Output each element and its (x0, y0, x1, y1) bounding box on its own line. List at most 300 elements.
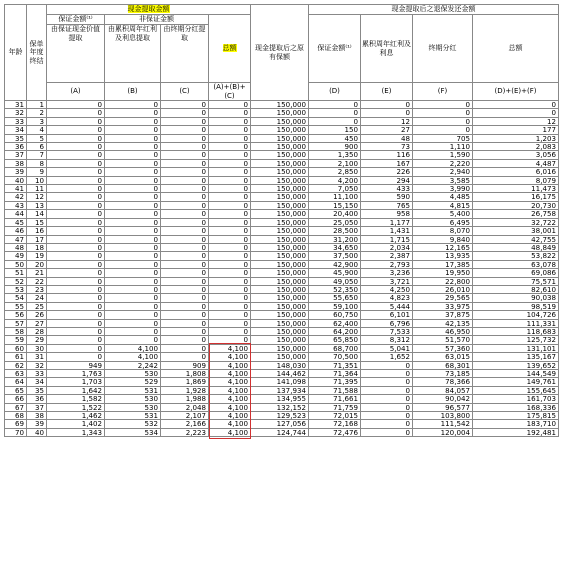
cell-col-e: 6,101 (361, 311, 413, 319)
cell-col-b: 0 (105, 126, 161, 134)
cell-age: 49 (5, 252, 27, 260)
cell-total2: 48,849 (473, 243, 559, 251)
cell-total2: 20,730 (473, 201, 559, 209)
illustration-table (4, 4, 559, 437)
cell-year: 19 (27, 252, 47, 260)
cell-col-f: 1,590 (413, 151, 473, 159)
cell-col-d: 20,400 (309, 210, 361, 218)
cell-after-sa: 150,000 (251, 294, 309, 302)
cell-age: 55 (5, 302, 27, 310)
cell-year: 1 (27, 101, 47, 109)
cell-col-f: 3,585 (413, 176, 473, 184)
cell-col-e: 73 (361, 143, 413, 151)
cell-col-a: 0 (47, 109, 105, 117)
cell-col-f: 0 (413, 109, 473, 117)
cell-col-d: 450 (309, 134, 361, 142)
cell-col-a: 0 (47, 302, 105, 310)
cell-col-a: 0 (47, 101, 105, 109)
cell-col-b: 0 (105, 311, 161, 319)
cell-col-c: 0 (161, 311, 209, 319)
cell-col-f: 19,950 (413, 269, 473, 277)
cell-col-d: 71,588 (309, 386, 361, 394)
cell-col-f: 51,570 (413, 336, 473, 344)
header-col-f: 终期分红 (413, 15, 473, 83)
cell-age: 63 (5, 370, 27, 378)
table-row (5, 302, 559, 310)
tag-c: (C) (161, 83, 209, 101)
cell-col-e: 48 (361, 134, 413, 142)
tag-d: (D) (309, 83, 361, 101)
cell-col-f: 3,990 (413, 185, 473, 193)
table-row (5, 420, 559, 428)
total-label: 总额 (222, 44, 237, 53)
cell-col-b: 0 (105, 151, 161, 159)
table-row (5, 126, 559, 134)
cell-age: 34 (5, 126, 27, 134)
cell-total: 0 (209, 235, 251, 243)
cell-col-c: 0 (161, 218, 209, 226)
cell-total2: 98,519 (473, 302, 559, 310)
cell-col-d: 71,759 (309, 403, 361, 411)
cell-col-c: 0 (161, 126, 209, 134)
table-row (5, 386, 559, 394)
cell-age: 35 (5, 134, 27, 142)
header-after-group: 现金提取后之退保发还金额 (309, 5, 559, 15)
cell-age: 65 (5, 386, 27, 394)
cell-col-c: 0 (161, 101, 209, 109)
cell-total2: 42,755 (473, 235, 559, 243)
cell-col-b: 0 (105, 260, 161, 268)
cell-col-e: 294 (361, 176, 413, 184)
cell-col-d: 1,350 (309, 151, 361, 159)
cell-col-a: 0 (47, 260, 105, 268)
table-row (5, 327, 559, 335)
cell-age: 56 (5, 311, 27, 319)
cell-col-c: 0 (161, 327, 209, 335)
cell-total2: 111,331 (473, 319, 559, 327)
cell-total: 0 (209, 227, 251, 235)
cell-col-d: 71,661 (309, 395, 361, 403)
table-row (5, 370, 559, 378)
cell-col-f: 78,366 (413, 378, 473, 386)
table-row (5, 218, 559, 226)
cell-col-e: 0 (361, 395, 413, 403)
cell-year: 4 (27, 126, 47, 134)
cell-col-f: 8,070 (413, 227, 473, 235)
cell-after-sa: 150,000 (251, 327, 309, 335)
cell-col-c: 2,223 (161, 428, 209, 436)
cell-age: 62 (5, 361, 27, 369)
cell-col-c: 2,166 (161, 420, 209, 428)
cell-age: 58 (5, 327, 27, 335)
cell-year: 28 (27, 327, 47, 335)
cell-col-a: 1,402 (47, 420, 105, 428)
cell-age: 64 (5, 378, 27, 386)
cell-year: 33 (27, 370, 47, 378)
table-row (5, 260, 559, 268)
cell-year: 17 (27, 235, 47, 243)
cell-year: 24 (27, 294, 47, 302)
cell-col-c: 2,048 (161, 403, 209, 411)
table-body (5, 101, 559, 437)
cell-col-d: 71,395 (309, 378, 361, 386)
cell-col-f: 22,800 (413, 277, 473, 285)
cell-col-f: 120,004 (413, 428, 473, 436)
cell-col-b: 0 (105, 109, 161, 117)
table-row (5, 353, 559, 361)
cell-col-e: 27 (361, 126, 413, 134)
cell-col-c: 0 (161, 302, 209, 310)
cell-age: 50 (5, 260, 27, 268)
cell-col-e: 1,652 (361, 353, 413, 361)
cell-col-d: 34,650 (309, 243, 361, 251)
cell-age: 41 (5, 185, 27, 193)
cell-col-a: 0 (47, 336, 105, 344)
cell-after-sa: 150,000 (251, 101, 309, 109)
cell-year: 12 (27, 193, 47, 201)
cell-col-f: 4,815 (413, 201, 473, 209)
cell-total: 4,100 (209, 353, 251, 361)
header-col-b: 由累积周年红利及利息提取 (105, 25, 161, 83)
cell-col-b: 530 (105, 403, 161, 411)
cell-total: 4,100 (209, 386, 251, 394)
cell-col-e: 7,533 (361, 327, 413, 335)
cell-total2: 139,652 (473, 361, 559, 369)
cell-col-b: 0 (105, 277, 161, 285)
cell-total: 0 (209, 126, 251, 134)
cell-col-a: 0 (47, 285, 105, 293)
cell-total: 4,100 (209, 403, 251, 411)
cell-total: 0 (209, 151, 251, 159)
cell-year: 36 (27, 395, 47, 403)
cell-year: 30 (27, 344, 47, 352)
cell-year: 32 (27, 361, 47, 369)
cell-total2: 4,487 (473, 159, 559, 167)
header-age: 年龄 (5, 5, 27, 101)
cell-total2: 3,056 (473, 151, 559, 159)
cell-col-e: 2,793 (361, 260, 413, 268)
cell-col-c: 0 (161, 294, 209, 302)
cell-age: 44 (5, 210, 27, 218)
tag-f: (F) (413, 83, 473, 101)
cell-total2: 155,645 (473, 386, 559, 394)
cell-col-e: 765 (361, 201, 413, 209)
cell-year: 29 (27, 336, 47, 344)
cell-col-f: 4,485 (413, 193, 473, 201)
table-row (5, 403, 559, 411)
table-row (5, 269, 559, 277)
cell-col-d: 64,200 (309, 327, 361, 335)
header-guaranteed: 保证金额⁽¹⁾ (47, 15, 105, 25)
cell-col-a: 1,763 (47, 370, 105, 378)
table-row (5, 210, 559, 218)
table-header (5, 5, 559, 101)
cell-col-b: 0 (105, 143, 161, 151)
cell-col-b: 0 (105, 294, 161, 302)
cell-col-a: 1,642 (47, 386, 105, 394)
cell-total2: 26,758 (473, 210, 559, 218)
cell-total2: 0 (473, 109, 559, 117)
cell-col-e: 0 (361, 378, 413, 386)
cell-col-f: 29,565 (413, 294, 473, 302)
cell-year: 25 (27, 302, 47, 310)
cell-col-e: 0 (361, 101, 413, 109)
cell-col-b: 532 (105, 420, 161, 428)
header-non-guaranteed: 非保证金额 (105, 15, 209, 25)
cell-after-sa: 150,000 (251, 285, 309, 293)
cell-total: 4,100 (209, 420, 251, 428)
cell-col-d: 0 (309, 117, 361, 125)
cell-col-f: 12,165 (413, 243, 473, 251)
cell-col-f: 2,940 (413, 168, 473, 176)
cell-age: 46 (5, 227, 27, 235)
cell-total: 0 (209, 252, 251, 260)
cell-col-a: 0 (47, 126, 105, 134)
cell-after-sa: 150,000 (251, 336, 309, 344)
table-row (5, 361, 559, 369)
cell-col-e: 3,721 (361, 277, 413, 285)
cell-total2: 118,683 (473, 327, 559, 335)
cell-total: 4,100 (209, 378, 251, 386)
cell-age: 69 (5, 420, 27, 428)
cell-after-sa: 150,000 (251, 109, 309, 117)
cell-col-d: 70,500 (309, 353, 361, 361)
cell-col-d: 28,500 (309, 227, 361, 235)
cell-after-sa: 150,000 (251, 311, 309, 319)
cell-col-b: 0 (105, 227, 161, 235)
cell-col-f: 73,185 (413, 370, 473, 378)
cell-total2: 0 (473, 101, 559, 109)
cell-col-c: 0 (161, 319, 209, 327)
table-row (5, 319, 559, 327)
cell-col-c: 1,988 (161, 395, 209, 403)
cell-col-a: 0 (47, 353, 105, 361)
cell-col-a: 0 (47, 235, 105, 243)
cell-col-d: 2,100 (309, 159, 361, 167)
cell-total: 0 (209, 294, 251, 302)
cell-after-sa: 150,000 (251, 117, 309, 125)
cell-after-sa: 150,000 (251, 134, 309, 142)
cell-after-sa: 150,000 (251, 353, 309, 361)
cell-col-e: 1,715 (361, 235, 413, 243)
cell-year: 14 (27, 210, 47, 218)
cell-col-c: 0 (161, 151, 209, 159)
cell-col-f: 57,360 (413, 344, 473, 352)
cell-col-c: 0 (161, 201, 209, 209)
table-row (5, 243, 559, 251)
cell-age: 40 (5, 176, 27, 184)
cell-col-e: 12 (361, 117, 413, 125)
cell-age: 61 (5, 353, 27, 361)
cell-col-d: 150 (309, 126, 361, 134)
cell-col-e: 8,312 (361, 336, 413, 344)
cell-col-d: 72,476 (309, 428, 361, 436)
cell-year: 34 (27, 378, 47, 386)
cell-col-c: 0 (161, 168, 209, 176)
cell-after-sa: 127,056 (251, 420, 309, 428)
cell-col-e: 0 (361, 412, 413, 420)
table-row (5, 117, 559, 125)
cell-age: 38 (5, 159, 27, 167)
cell-after-sa: 132,152 (251, 403, 309, 411)
cell-total: 0 (209, 176, 251, 184)
cell-col-a: 0 (47, 201, 105, 209)
cell-total: 4,100 (209, 395, 251, 403)
cell-col-a: 0 (47, 227, 105, 235)
cell-col-d: 37,500 (309, 252, 361, 260)
cell-after-sa: 150,000 (251, 252, 309, 260)
table-row (5, 311, 559, 319)
cell-total2: 90,038 (473, 294, 559, 302)
cell-year: 16 (27, 227, 47, 235)
cell-col-f: 2,220 (413, 159, 473, 167)
cell-col-a: 0 (47, 269, 105, 277)
cell-col-d: 72,168 (309, 420, 361, 428)
cell-total2: 38,001 (473, 227, 559, 235)
cell-after-sa: 124,744 (251, 428, 309, 436)
cell-col-f: 84,057 (413, 386, 473, 394)
table-row (5, 344, 559, 352)
cell-after-sa: 150,000 (251, 201, 309, 209)
cell-col-c: 1,928 (161, 386, 209, 394)
cell-after-sa: 150,000 (251, 176, 309, 184)
cell-col-a: 0 (47, 344, 105, 352)
cell-year: 10 (27, 176, 47, 184)
cell-col-a: 1,343 (47, 428, 105, 436)
cell-age: 31 (5, 101, 27, 109)
cell-year: 31 (27, 353, 47, 361)
cell-col-e: 1,431 (361, 227, 413, 235)
cell-year: 26 (27, 311, 47, 319)
cell-col-f: 26,010 (413, 285, 473, 293)
cell-age: 45 (5, 218, 27, 226)
cell-col-f: 46,950 (413, 327, 473, 335)
cell-col-f: 68,301 (413, 361, 473, 369)
cell-col-b: 0 (105, 117, 161, 125)
cell-col-b: 0 (105, 134, 161, 142)
header-after-sum-assured: 现金提取后之原有保额 (251, 5, 309, 101)
cell-col-d: 0 (309, 109, 361, 117)
withdraw-group-label: 现金提取金额 (127, 5, 170, 14)
table-row (5, 285, 559, 293)
cell-col-d: 68,700 (309, 344, 361, 352)
cell-total: 0 (209, 117, 251, 125)
cell-col-d: 0 (309, 101, 361, 109)
cell-col-f: 6,495 (413, 218, 473, 226)
cell-after-sa: 144,462 (251, 370, 309, 378)
cell-col-e: 0 (361, 428, 413, 436)
cell-total2: 53,822 (473, 252, 559, 260)
cell-col-f: 103,800 (413, 412, 473, 420)
cell-age: 68 (5, 412, 27, 420)
cell-col-e: 4,250 (361, 285, 413, 293)
cell-total2: 104,726 (473, 311, 559, 319)
table-row (5, 143, 559, 151)
cell-year: 18 (27, 243, 47, 251)
cell-total2: 149,761 (473, 378, 559, 386)
cell-after-sa: 150,000 (251, 159, 309, 167)
cell-col-a: 949 (47, 361, 105, 369)
cell-col-c: 0 (161, 353, 209, 361)
cell-col-f: 5,400 (413, 210, 473, 218)
cell-after-sa: 137,934 (251, 386, 309, 394)
cell-age: 42 (5, 193, 27, 201)
cell-col-a: 0 (47, 294, 105, 302)
cell-col-d: 49,050 (309, 277, 361, 285)
cell-year: 15 (27, 218, 47, 226)
cell-age: 43 (5, 201, 27, 209)
table-row (5, 201, 559, 209)
cell-col-a: 0 (47, 243, 105, 251)
cell-total: 0 (209, 143, 251, 151)
cell-total: 4,100 (209, 361, 251, 369)
cell-col-d: 4,200 (309, 176, 361, 184)
cell-col-a: 1,703 (47, 378, 105, 386)
cell-col-b: 0 (105, 218, 161, 226)
cell-col-b: 0 (105, 159, 161, 167)
cell-year: 7 (27, 151, 47, 159)
cell-col-a: 0 (47, 193, 105, 201)
cell-year: 40 (27, 428, 47, 436)
cell-age: 57 (5, 319, 27, 327)
header-col-e: 累积周年红利及利息 (361, 15, 413, 83)
table-row (5, 185, 559, 193)
cell-col-b: 0 (105, 243, 161, 251)
cell-total: 0 (209, 109, 251, 117)
tag-abc: (A)+(B)+(C) (209, 83, 251, 101)
cell-col-d: 60,750 (309, 311, 361, 319)
tag-def: (D)+(E)+(F) (473, 83, 559, 101)
cell-total2: 135,167 (473, 353, 559, 361)
cell-year: 37 (27, 403, 47, 411)
cell-total2: 2,083 (473, 143, 559, 151)
cell-col-d: 15,150 (309, 201, 361, 209)
table-row (5, 168, 559, 176)
table-row (5, 294, 559, 302)
table-row (5, 134, 559, 142)
cell-age: 54 (5, 294, 27, 302)
cell-col-b: 530 (105, 395, 161, 403)
cell-age: 53 (5, 285, 27, 293)
cell-col-d: 55,650 (309, 294, 361, 302)
cell-total2: 131,101 (473, 344, 559, 352)
cell-total: 0 (209, 218, 251, 226)
cell-col-e: 0 (361, 109, 413, 117)
cell-after-sa: 150,000 (251, 319, 309, 327)
cell-total2: 125,732 (473, 336, 559, 344)
cell-col-d: 25,050 (309, 218, 361, 226)
cell-after-sa: 150,000 (251, 218, 309, 226)
cell-year: 5 (27, 134, 47, 142)
cell-col-b: 0 (105, 168, 161, 176)
cell-col-f: 37,875 (413, 311, 473, 319)
cell-after-sa: 150,000 (251, 168, 309, 176)
cell-total: 0 (209, 185, 251, 193)
cell-total2: 75,571 (473, 277, 559, 285)
cell-col-c: 0 (161, 344, 209, 352)
cell-col-a: 0 (47, 319, 105, 327)
cell-total2: 63,078 (473, 260, 559, 268)
cell-age: 67 (5, 403, 27, 411)
cell-col-b: 0 (105, 319, 161, 327)
cell-total: 0 (209, 168, 251, 176)
cell-total2: 8,079 (473, 176, 559, 184)
cell-after-sa: 150,000 (251, 227, 309, 235)
cell-col-b: 0 (105, 101, 161, 109)
cell-col-e: 0 (361, 361, 413, 369)
cell-after-sa: 141,098 (251, 378, 309, 386)
cell-after-sa: 150,000 (251, 344, 309, 352)
